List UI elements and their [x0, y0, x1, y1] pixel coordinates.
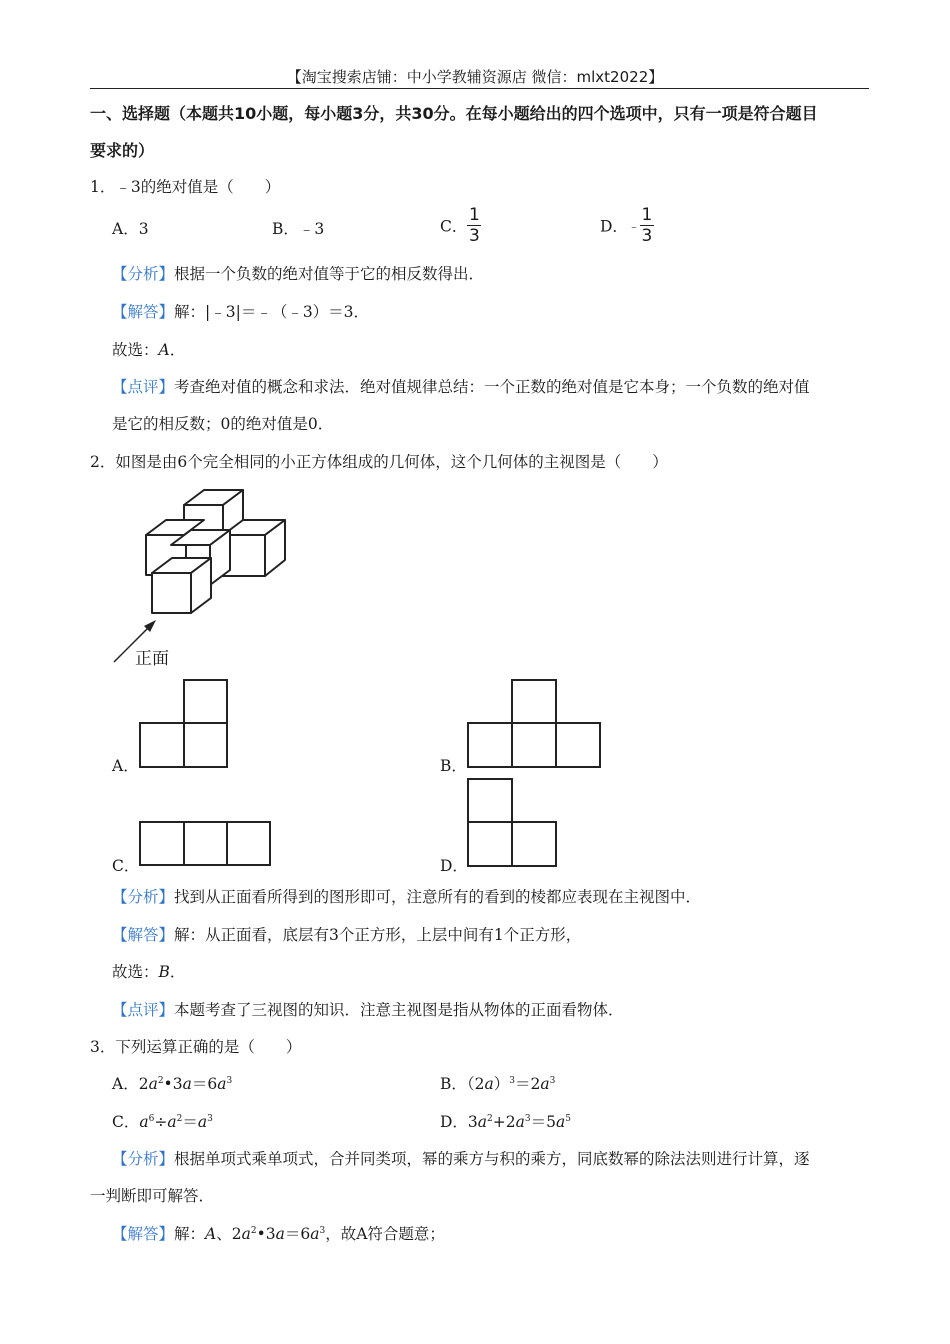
- q1-option-a: A．3: [112, 220, 149, 238]
- q1-analysis: 【分析】根据一个负数的绝对值等于它的相反数得出．: [112, 265, 485, 283]
- q3-analysis-cont: 一判断即可解答．: [90, 1187, 215, 1205]
- q2-option-d-figure: [468, 779, 560, 869]
- q2-analysis: 【分析】找到从正面看所得到的图形即可，注意所有的看到的棱都应表现在主视图中．: [112, 888, 702, 906]
- q1-comment: 【点评】考查绝对值的概念和求法．绝对值规律总结：一个正数的绝对值是它本身；一个负数的绝对值: [112, 378, 810, 396]
- fraction: $\frac{1}{3}$: [641, 205, 653, 246]
- q2-option-d-label: D．: [440, 857, 468, 875]
- q1-option-d: D．﹣ $\frac{1}{3}$: [600, 205, 653, 246]
- q1-solution: 【解答】解：|﹣3|＝﹣（﹣3）＝3．: [112, 303, 370, 321]
- q1-option-c: C． $\frac{1}{3}$: [440, 205, 480, 246]
- q3-analysis: 【分析】根据单项式乘单项式，合并同类项，幂的乘方与积的乘方，同底数幂的除法法则进行计算，逐: [112, 1150, 810, 1168]
- q3-solution: 【解答】解：A、$2a^2•3a=6a^3$，故A符合题意；: [112, 1225, 445, 1243]
- q2-option-b-figure: [468, 680, 603, 770]
- cube-figure: [100, 480, 300, 670]
- q2-option-a-label: A．: [112, 757, 139, 775]
- q1-stem: 1．﹣3的绝对值是（ ）: [90, 178, 281, 196]
- fraction: $\frac{1}{3}$: [468, 205, 480, 246]
- q3-option-d: D．$3a^2+2a^3=5a^5$: [440, 1113, 571, 1131]
- q3-option-b: B．$(2a)^3=2a^3$: [440, 1075, 556, 1093]
- q2-option-c-label: C．: [112, 857, 140, 875]
- q3-option-a: A．$2a^2•3a=6a^3$: [112, 1075, 233, 1093]
- q2-choice: 故选：B．: [112, 963, 186, 981]
- q2-option-a-figure: [140, 680, 230, 770]
- q2-comment: 【点评】本题考查了三视图的知识．注意主视图是指从物体的正面看物体．: [112, 1001, 624, 1019]
- q1-comment-cont: 是它的相反数；0的绝对值是0．: [112, 415, 334, 433]
- q1-choice: 故选：A．: [112, 341, 186, 359]
- q2-stem: 2．如图是由6个完全相同的小正方体组成的几何体，这个几何体的主视图是（ ）: [90, 453, 668, 471]
- q1-option-b: B．﹣3: [272, 220, 325, 238]
- q3-option-c: C．$a^6\div a^2=a^3$: [112, 1113, 213, 1131]
- q2-solution: 【解答】解：从正面看，底层有3个正方形，上层中间有1个正方形，: [112, 926, 582, 944]
- q3-stem: 3．下列运算正确的是（ ）: [90, 1038, 302, 1056]
- page-header: 【淘宝搜索店铺：中小学教辅资源店 微信：mlxt2022】: [286, 68, 664, 86]
- section-title: 一、选择题（本题共10小题，每小题3分，共30分。在每小题给出的四个选项中，只有一项是符合题目: [90, 104, 818, 123]
- section-title-cont: 要求的）: [90, 141, 155, 160]
- q2-option-b-label: B．: [440, 757, 467, 775]
- q2-option-c-figure: [140, 822, 275, 868]
- header-divider: [90, 88, 869, 89]
- front-label: 正面: [135, 649, 169, 669]
